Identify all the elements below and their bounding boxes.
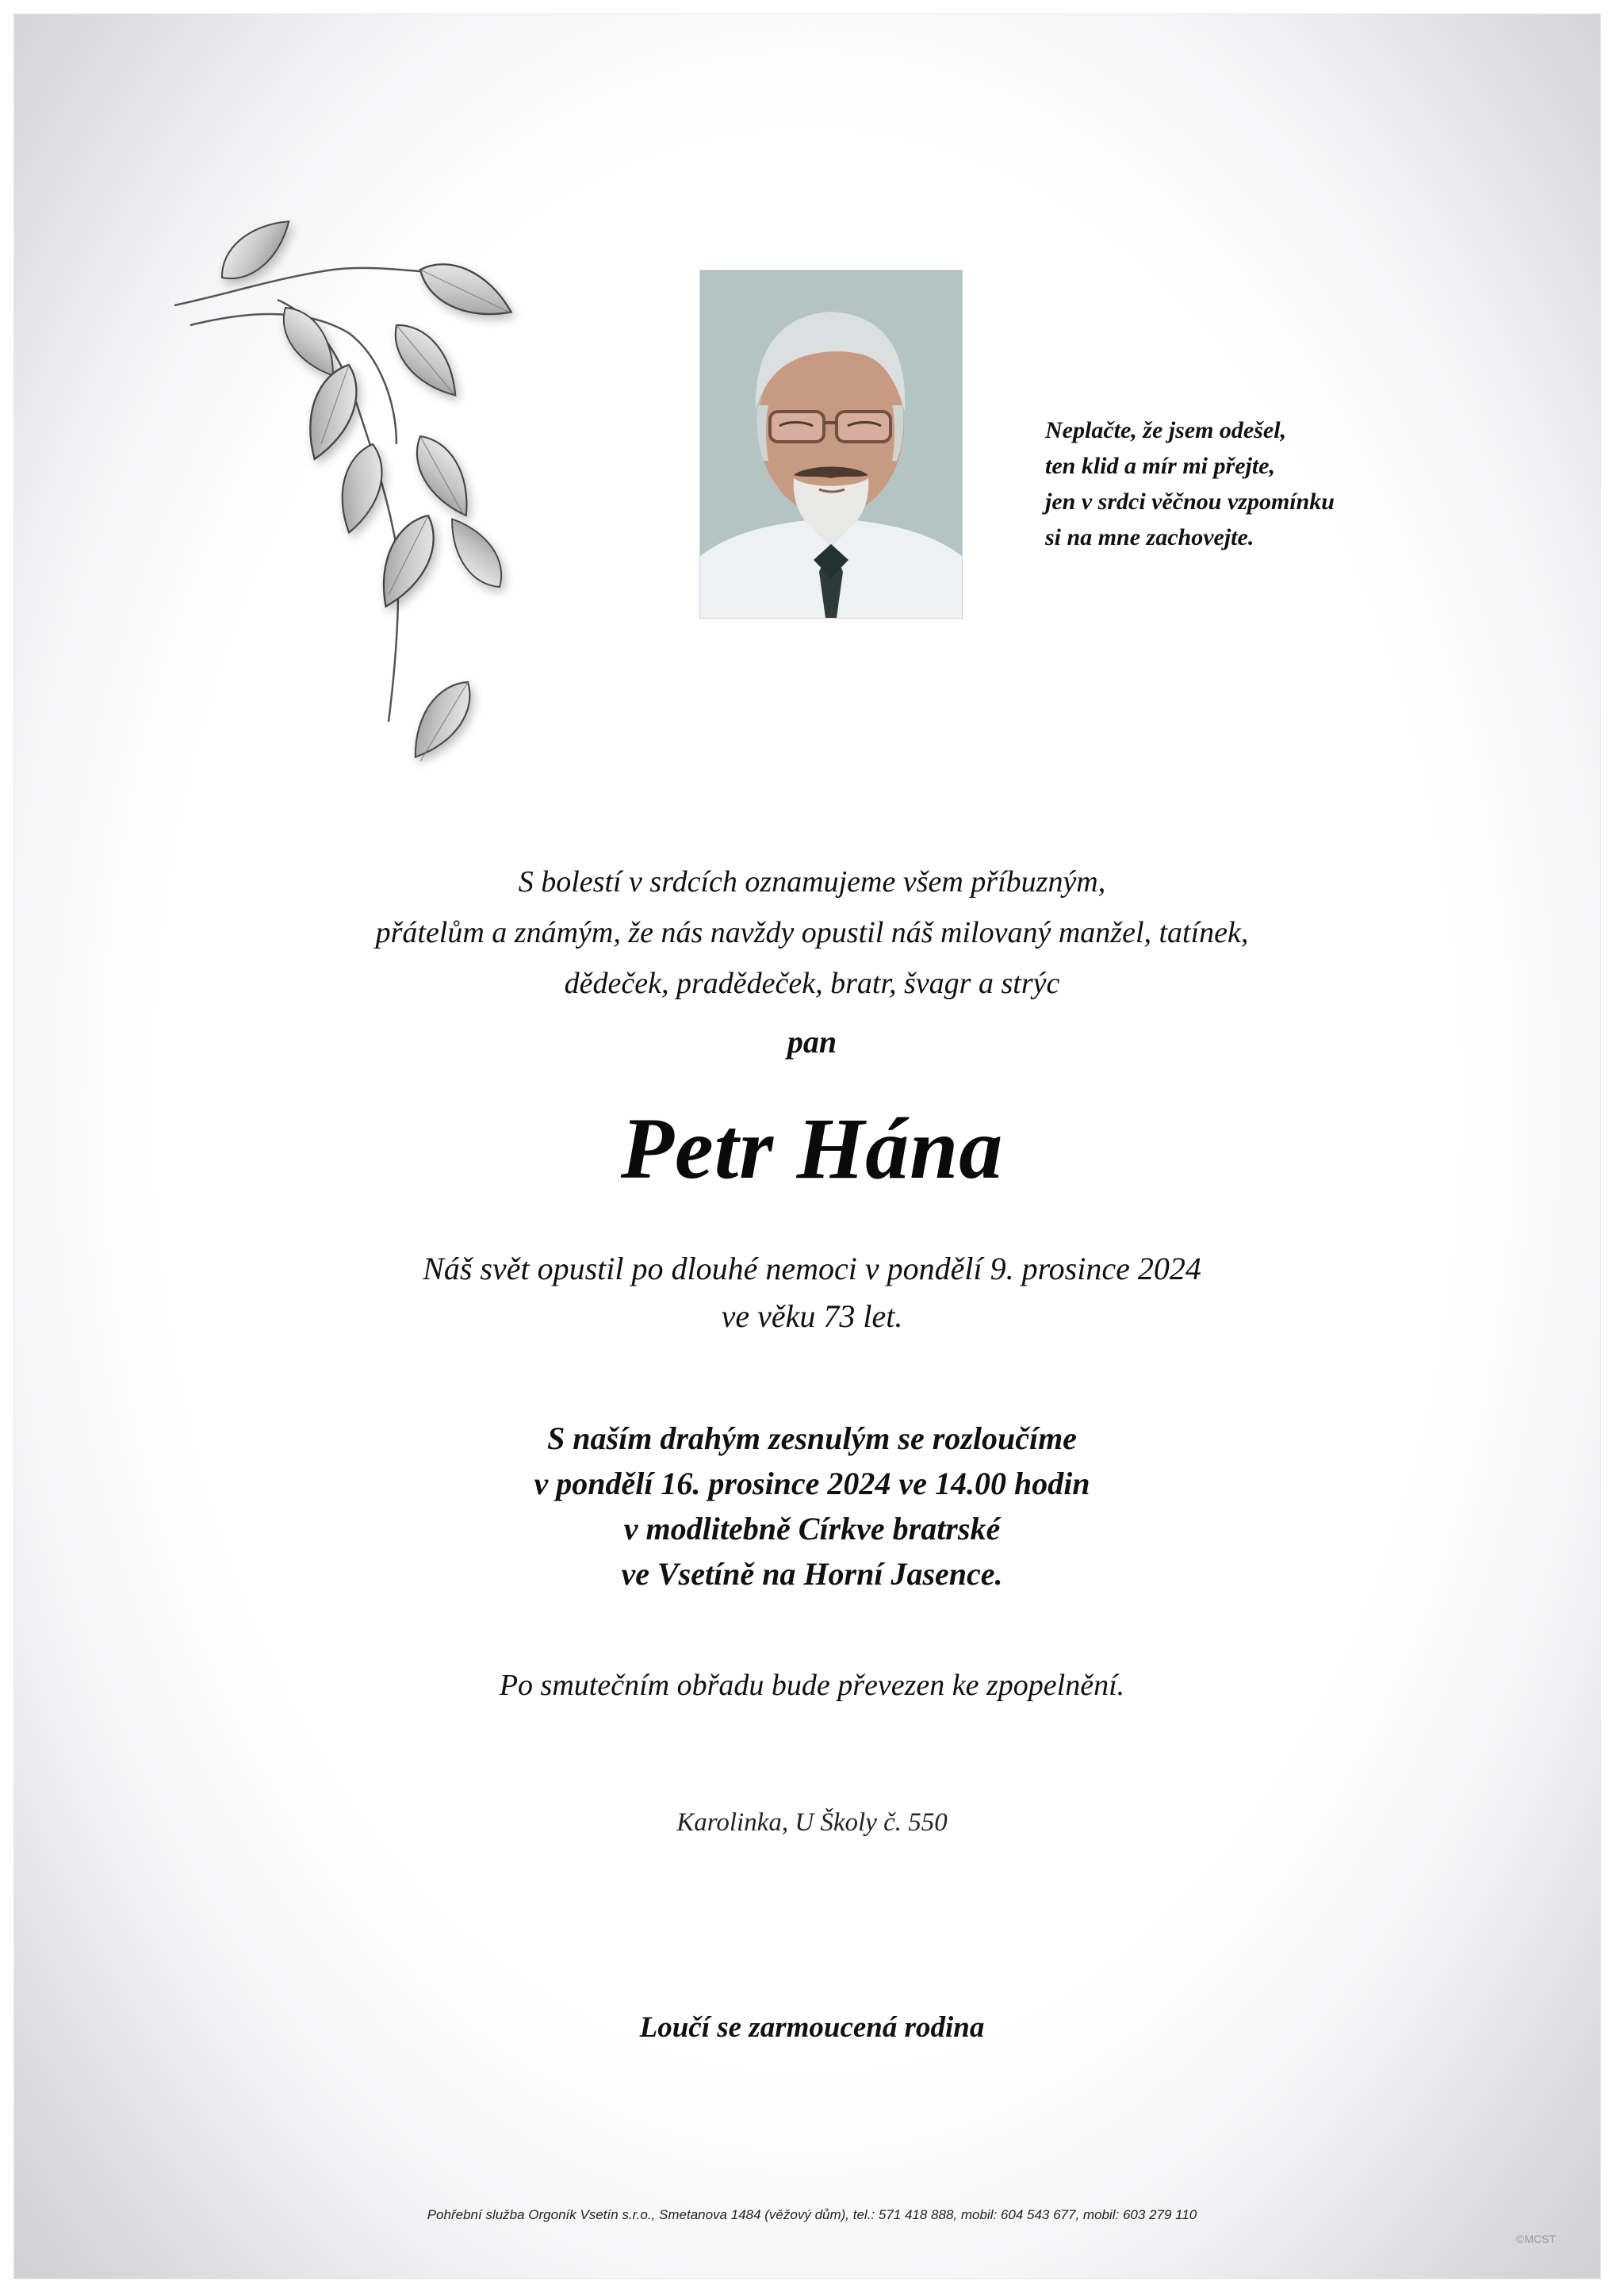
intro-line: dědeček, pradědeček, bratr, švagr a strýc	[564, 967, 1060, 1000]
family-signature: Loučí se zarmoucená rodina	[639, 2011, 985, 2044]
poem	[1045, 412, 1457, 555]
portrait-photo	[699, 270, 963, 619]
watermark: ©MCST	[1516, 2233, 1556, 2245]
poem-line: ten klid a mír mi přejte,	[1045, 453, 1275, 479]
funeral-service-footer: Pohřební služba Orgoník Vsetín s.r.o., Smetanova 1484 (věžový dům), tel.: 571 418 888, mobil: 604 543 677, mobil: 603 279 110	[427, 2207, 1197, 2222]
funeral-line: ve Vsetíně na Horní Jasence.	[621, 1556, 1003, 1592]
poem-line: si na mne zachovejte.	[1045, 524, 1254, 550]
death-line: ve věku 73 let.	[721, 1298, 903, 1334]
cremation-note: Po smutečním obřadu bude převezen ke zpopelnění.	[499, 1669, 1125, 1702]
poem-line: Neplačte, že jsem odešel,	[1045, 417, 1287, 443]
title-prefix: pan	[787, 1024, 837, 1060]
family-address: Karolinka, U Školy č. 550	[676, 1808, 948, 1837]
funeral-line: v modlitebně Církve bratrské	[623, 1511, 1001, 1547]
deceased-name: Petr Hána	[620, 1100, 1004, 1197]
announcement-intro	[0, 857, 1624, 1009]
funeral-line: v pondělí 16. prosince 2024 ve 14.00 hodin	[534, 1466, 1090, 1501]
intro-line: přátelům a známým, že nás navždy opustil náš milovaný manžel, tatínek,	[375, 916, 1249, 949]
poem-line: jen v srdci věčnou vzpomínku	[1045, 489, 1335, 515]
death-line: Náš svět opustil po dlouhé nemoci v pondělí 9. prosince 2024	[423, 1251, 1201, 1286]
intro-line: S bolestí v srdcích oznamujeme všem příbuzným,	[518, 865, 1106, 899]
funeral-details	[0, 1416, 1624, 1596]
leaf-branch-icon	[159, 214, 603, 817]
death-details	[0, 1245, 1624, 1340]
funeral-line: S naším drahým zesnulým se rozloučíme	[547, 1420, 1077, 1456]
